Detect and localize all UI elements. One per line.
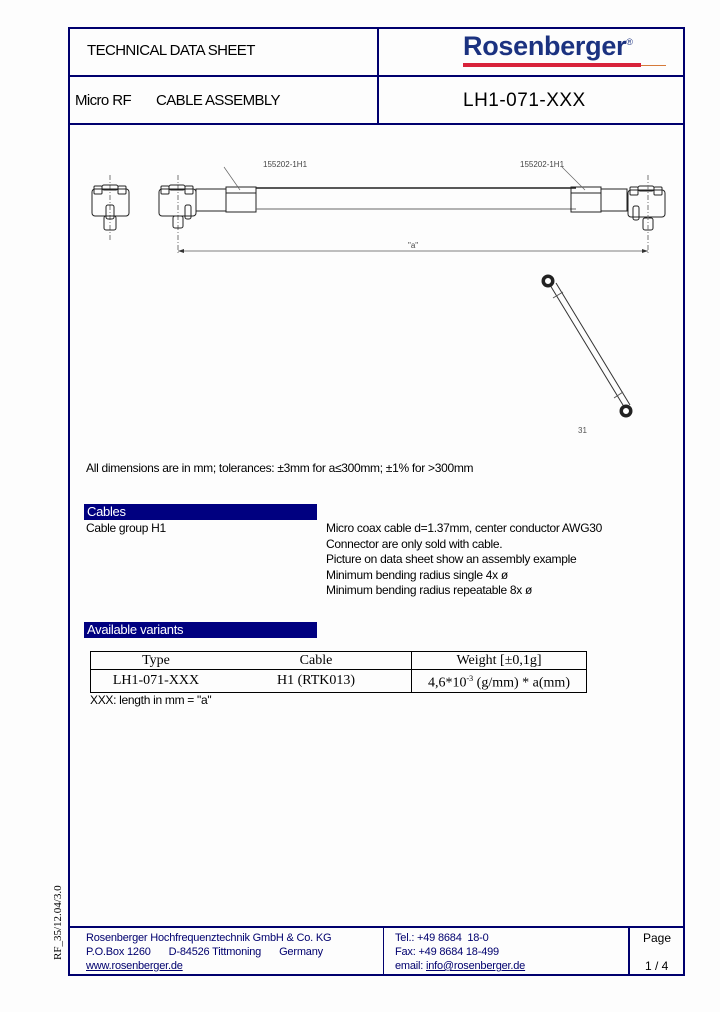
- company-name: Rosenberger Hochfrequenztechnik GmbH & Co. KG: [86, 932, 332, 944]
- page-number: 1 / 4: [645, 959, 669, 973]
- subtitle-category: Micro RF: [75, 92, 132, 109]
- product-subtitle: [75, 92, 280, 109]
- svg-text:155202-1H1: 155202-1H1: [520, 160, 565, 169]
- cable-note: Connector are only sold with cable.: [326, 536, 503, 551]
- connector-end-view-icon: [92, 175, 129, 240]
- footer-divider: [68, 926, 685, 928]
- logo-underline: [463, 63, 641, 67]
- column-header-type: Type: [91, 652, 222, 670]
- cable-group-label: Cable group H1: [86, 521, 166, 535]
- website-link[interactable]: www.rosenberger.de: [86, 960, 183, 972]
- cable-note: Minimum bending radius single 4x ø: [326, 567, 508, 582]
- connector-left-icon: [159, 167, 576, 255]
- variants-table: [90, 651, 587, 693]
- svg-text:155202-1H1: 155202-1H1: [263, 160, 308, 169]
- weight-base: 4,6*10: [428, 675, 467, 691]
- cable-note: Micro coax cable d=1.37mm, center conductor AWG30: [326, 521, 602, 535]
- cable-notes: [326, 521, 602, 599]
- connector-right-icon: [562, 167, 665, 255]
- logo-underline-thin: [641, 65, 666, 66]
- svg-text:"a": "a": [408, 241, 419, 250]
- contact-info: [395, 931, 525, 973]
- table-row: [91, 670, 587, 693]
- cell-weight: [412, 670, 587, 693]
- cable-isometric-view-icon: [542, 275, 632, 417]
- weight-exponent: -3: [466, 674, 474, 683]
- page-label: Page: [643, 931, 672, 945]
- registered-mark: ®: [626, 37, 633, 47]
- document-title: TECHNICAL DATA SHEET: [87, 42, 255, 59]
- logo-text: Rosenberger: [463, 31, 627, 61]
- cable-note: Picture on data sheet show an assembly example: [326, 552, 577, 566]
- table-header-row: [91, 652, 587, 670]
- fax: Fax: +49 8684 18-499: [395, 946, 499, 958]
- tolerance-note: All dimensions are in mm; tolerances: ±3mm for a≤300mm; ±1% for >300mm: [86, 461, 474, 475]
- section-heading-cables: Cables: [84, 504, 317, 520]
- telephone: Tel.: +49 8684 18-0: [395, 932, 489, 944]
- email-link[interactable]: info@rosenberger.de: [426, 960, 526, 972]
- section-heading-variants: Available variants: [84, 622, 317, 638]
- footer-divider: [628, 926, 630, 976]
- length-note: XXX: length in mm = "a": [90, 693, 212, 707]
- cell-cable: H1 (RTK013): [221, 670, 412, 693]
- document-revision-stamp: RF_35/12.04/3.0: [52, 885, 64, 960]
- column-header-weight: Weight [±0,1g]: [412, 652, 587, 670]
- cable-note: Minimum bending radius repeatable 8x ø: [326, 583, 533, 597]
- country: Germany: [279, 946, 323, 958]
- subtitle-type: CABLE ASSEMBLY: [156, 92, 280, 109]
- weight-unit: (g/mm) * a(mm): [473, 675, 570, 691]
- cell-type: LH1-071-XXX: [91, 670, 222, 693]
- company-address: [86, 931, 331, 973]
- svg-text:31: 31: [578, 426, 587, 435]
- po-box: P.O.Box 1260: [86, 946, 151, 958]
- column-header-cable: Cable: [221, 652, 412, 670]
- postal-code-city: D-84526 Tittmoning: [168, 946, 262, 958]
- postal-address: [86, 945, 331, 959]
- footer-divider: [383, 926, 384, 976]
- header-divider: [377, 27, 379, 125]
- rosenberger-logo: [463, 31, 633, 61]
- part-number: LH1-071-XXX: [463, 90, 586, 111]
- cable-assembly-drawing: [70, 125, 684, 445]
- email-label: email:: [395, 960, 426, 972]
